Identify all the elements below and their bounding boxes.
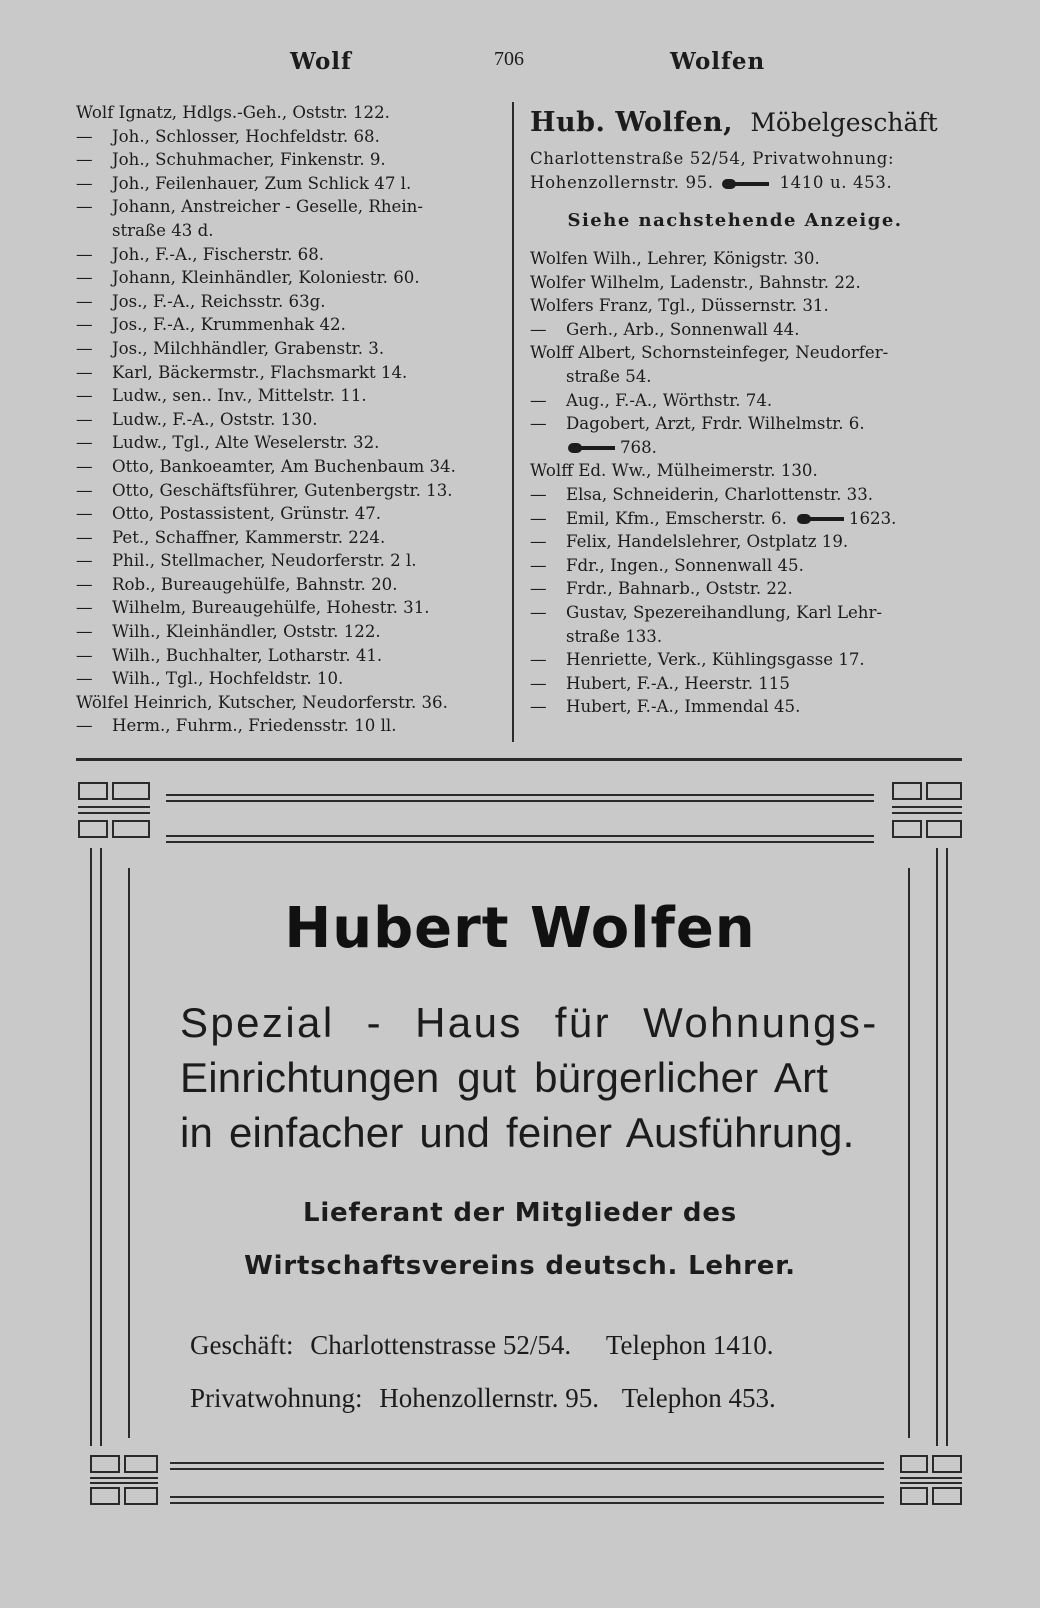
- firm-phone-numbers: 1410 u. 453.: [779, 173, 893, 192]
- entry-text: Emil, Kfm., Emscherstr. 6.: [566, 508, 787, 528]
- repeat-dash: —: [76, 150, 93, 170]
- entry-text: Jos., F.-A., Krummenhak 42.: [112, 315, 346, 335]
- repeat-dash: —: [530, 484, 547, 504]
- frame-bottom-rule: [170, 1462, 884, 1464]
- contact-telephone: Telephon 453.: [621, 1383, 776, 1413]
- repeat-dash: —: [76, 291, 93, 311]
- ad-slogan-line-1: Spezial - Haus für Wohnungs-: [180, 999, 879, 1046]
- entry-text: Otto, Postassistent, Grünstr. 47.: [112, 504, 382, 524]
- repeat-dash: —: [530, 390, 547, 410]
- contact-address: Charlottenstrasse 52/54.: [310, 1330, 572, 1360]
- ad-title: Hubert Wolfen: [284, 896, 756, 961]
- ad-slogan-line-3: in einfacher und feiner Ausführung.: [180, 1109, 855, 1156]
- repeat-dash: —: [530, 414, 547, 434]
- entry-text: Wilh., Buchhalter, Lotharstr. 41.: [112, 645, 383, 665]
- entry-text: Frdr., Bahnarb., Oststr. 22.: [566, 579, 793, 599]
- entry-text: Otto, Bankoeamter, Am Buchenbaum 34.: [112, 456, 456, 476]
- repeat-dash: —: [76, 268, 93, 288]
- repeat-dash: —: [76, 669, 93, 689]
- entry-text: straße 133.: [566, 626, 663, 646]
- repeat-dash: —: [76, 197, 93, 217]
- ornament-box-icon: [892, 820, 922, 838]
- ad-supplier-line-1: Lieferant der Mitglieder des: [302, 1198, 738, 1228]
- repeat-dash: —: [530, 579, 547, 599]
- repeat-dash: —: [76, 315, 93, 335]
- ornament-box-icon: [124, 1487, 158, 1505]
- entry-text: Wolfer Wilhelm, Ladenstr., Bahnstr. 22.: [530, 272, 861, 292]
- entry-text: Ludw., Tgl., Alte Weselerstr. 32.: [112, 433, 380, 453]
- ornament-box-icon: [112, 820, 150, 838]
- repeat-dash: —: [530, 650, 547, 670]
- ornament-box-icon: [124, 1455, 158, 1473]
- ornament-rule: [900, 1477, 962, 1479]
- ornament-box-icon: [926, 782, 962, 800]
- entry-text: Joh., F.-A., Fischerstr. 68.: [112, 244, 325, 264]
- repeat-dash: —: [76, 386, 93, 406]
- firm-private-address: Hohenzollernstr. 95.: [530, 173, 714, 192]
- repeat-dash: —: [530, 508, 547, 528]
- frame-bottom-rule: [170, 1502, 884, 1504]
- frame-top-rule: [166, 841, 874, 843]
- repeat-dash: —: [76, 527, 93, 547]
- entry-phone-number: 1623.: [848, 508, 897, 528]
- ornament-rule: [892, 806, 962, 808]
- entry-text: Gerh., Arb., Sonnenwall 44.: [566, 319, 800, 339]
- entry-text: Fdr., Ingen., Sonnenwall 45.: [566, 555, 804, 575]
- repeat-dash: —: [76, 598, 93, 618]
- ornament-rule: [892, 812, 962, 814]
- repeat-dash: —: [530, 555, 547, 575]
- entry-text: Wilh., Tgl., Hochfeldstr. 10.: [112, 669, 344, 689]
- repeat-dash: —: [76, 244, 93, 264]
- entry-text: Joh., Feilenhauer, Zum Schlick 47 l.: [112, 173, 412, 193]
- entry-text: Joh., Schlosser, Hochfeldstr. 68.: [112, 126, 380, 146]
- entry-text: straße 43 d.: [112, 220, 214, 240]
- ornament-box-icon: [90, 1455, 120, 1473]
- ornament-box-icon: [78, 782, 108, 800]
- entry-text: Dagobert, Arzt, Frdr. Wilhelmstr. 6.: [566, 414, 865, 434]
- entry-text: Wilh., Kleinhändler, Oststr. 122.: [112, 622, 381, 642]
- repeat-dash: —: [530, 319, 547, 339]
- entry-text: Ludw., F.-A., Oststr. 130.: [112, 409, 318, 429]
- entry-text: Henriette, Verk., Kühlingsgasse 17.: [566, 650, 865, 670]
- header-right-keyword: Wolfen: [670, 48, 766, 75]
- ornament-box-icon: [900, 1455, 928, 1473]
- entry-text: Wolf Ignatz, Hdlgs.-Geh., Oststr. 122.: [76, 103, 390, 122]
- repeat-dash: —: [76, 362, 93, 382]
- entry-text: Ludw., sen.. Inv., Mittelstr. 11.: [112, 386, 367, 406]
- entry-text: Karl, Bäckermstr., Flachsmarkt 14.: [112, 362, 408, 382]
- entry-text: Aug., F.-A., Wörthstr. 74.: [566, 390, 773, 410]
- frame-top-rule: [166, 794, 874, 796]
- repeat-dash: —: [76, 173, 93, 193]
- ornament-box-icon: [926, 820, 962, 838]
- entry-text: Wölfel Heinrich, Kutscher, Neudorferstr. 36.: [76, 692, 448, 712]
- contact-address: Hohenzollernstr. 95.: [379, 1383, 599, 1413]
- firm-description: Möbelgeschäft: [750, 108, 938, 137]
- entry-text: Pet., Schaffner, Kammerstr. 224.: [112, 527, 386, 547]
- entry-text: Wolff Ed. Ww., Mülheimerstr. 130.: [530, 461, 818, 481]
- ad-supplier-line-2: Wirtschaftsvereins deutsch. Lehrer.: [244, 1251, 796, 1281]
- repeat-dash: —: [530, 602, 547, 622]
- ad-contact-business: [190, 1330, 870, 1361]
- repeat-dash: —: [76, 574, 93, 594]
- repeat-dash: —: [76, 456, 93, 476]
- entry-text: Rob., Bureaugehülfe, Bahnstr. 20.: [112, 574, 398, 594]
- entry-text: Jos., Milchhändler, Grabenstr. 3.: [112, 338, 385, 358]
- entry-text: Felix, Handelslehrer, Ostplatz 19.: [566, 532, 849, 552]
- repeat-dash: —: [530, 673, 547, 693]
- ornament-box-icon: [112, 782, 150, 800]
- ornament-box-icon: [932, 1455, 962, 1473]
- entry-text: 768.: [620, 437, 657, 457]
- firm-name: Hub. Wolfen,: [530, 107, 734, 138]
- repeat-dash: —: [76, 338, 93, 358]
- ornament-box-icon: [78, 820, 108, 838]
- repeat-dash: —: [530, 532, 547, 552]
- frame-top-rule: [166, 800, 874, 802]
- frame-top-rule: [166, 835, 874, 837]
- entry-text: Johann, Anstreicher - Geselle, Rhein-: [112, 197, 423, 217]
- ornament-box-icon: [90, 1487, 120, 1505]
- see-below-note: Siehe nachstehende Anzeige.: [567, 210, 903, 231]
- entry-text: Herm., Fuhrm., Friedensstr. 10 ll.: [112, 716, 397, 736]
- ornament-rule: [78, 806, 150, 808]
- entry-text: Wolfers Franz, Tgl., Düssernstr. 31.: [530, 296, 829, 316]
- entry-text: Otto, Geschäftsführer, Gutenbergstr. 13.: [112, 480, 453, 500]
- entry-text: Wolfen Wilh., Lehrer, Königstr. 30.: [530, 249, 820, 268]
- ornament-rule: [90, 1482, 158, 1484]
- entry-text: Phil., Stellmacher, Neudorferstr. 2 l.: [112, 551, 417, 571]
- frame-bottom-rule: [170, 1468, 884, 1470]
- repeat-dash: —: [76, 126, 93, 146]
- entry-text: Wolff Albert, Schornsteinfeger, Neudorfer-: [530, 343, 889, 363]
- ad-slogan-line-2: Einrichtungen gut bürgerlicher Art: [180, 1054, 829, 1101]
- ornament-rule: [90, 1477, 158, 1479]
- ad-contact-private: [190, 1383, 870, 1414]
- contact-label: Geschäft:: [190, 1330, 294, 1360]
- ornament-box-icon: [900, 1487, 928, 1505]
- entry-text: Joh., Schuhmacher, Finkenstr. 9.: [112, 150, 386, 170]
- ornament-rule: [78, 812, 150, 814]
- contact-telephone: Telephon 1410.: [605, 1330, 774, 1360]
- contact-label: Privatwohnung:: [190, 1383, 363, 1413]
- entry-text: Johann, Kleinhändler, Koloniestr. 60.: [112, 268, 420, 288]
- repeat-dash: —: [76, 504, 93, 524]
- entry-text: Elsa, Schneiderin, Charlottenstr. 33.: [566, 484, 874, 504]
- repeat-dash: —: [76, 551, 93, 571]
- repeat-dash: —: [76, 480, 93, 500]
- page-number: 706: [494, 48, 524, 70]
- repeat-dash: —: [76, 645, 93, 665]
- entry-text: Hubert, F.-A., Heerstr. 115: [566, 673, 790, 693]
- ornament-box-icon: [892, 782, 922, 800]
- repeat-dash: —: [530, 697, 547, 717]
- repeat-dash: —: [76, 433, 93, 453]
- repeat-dash: —: [76, 409, 93, 429]
- firm-address-line: Charlottenstraße 52/54, Privatwohnung:: [530, 149, 895, 168]
- header-left-keyword: Wolf: [290, 48, 352, 75]
- entry-text: Hubert, F.-A., Immendal 45.: [566, 697, 801, 717]
- entry-text: Jos., F.-A., Reichsstr. 63g.: [112, 291, 326, 311]
- repeat-dash: —: [76, 622, 93, 642]
- entry-text: Gustav, Spezereihandlung, Karl Lehr-: [566, 602, 883, 622]
- frame-bottom-rule: [170, 1496, 884, 1498]
- ornament-box-icon: [932, 1487, 962, 1505]
- entry-text: straße 54.: [566, 366, 652, 386]
- entry-text: Wilhelm, Bureaugehülfe, Hohestr. 31.: [112, 598, 430, 618]
- repeat-dash: —: [76, 716, 93, 736]
- ornament-rule: [900, 1482, 962, 1484]
